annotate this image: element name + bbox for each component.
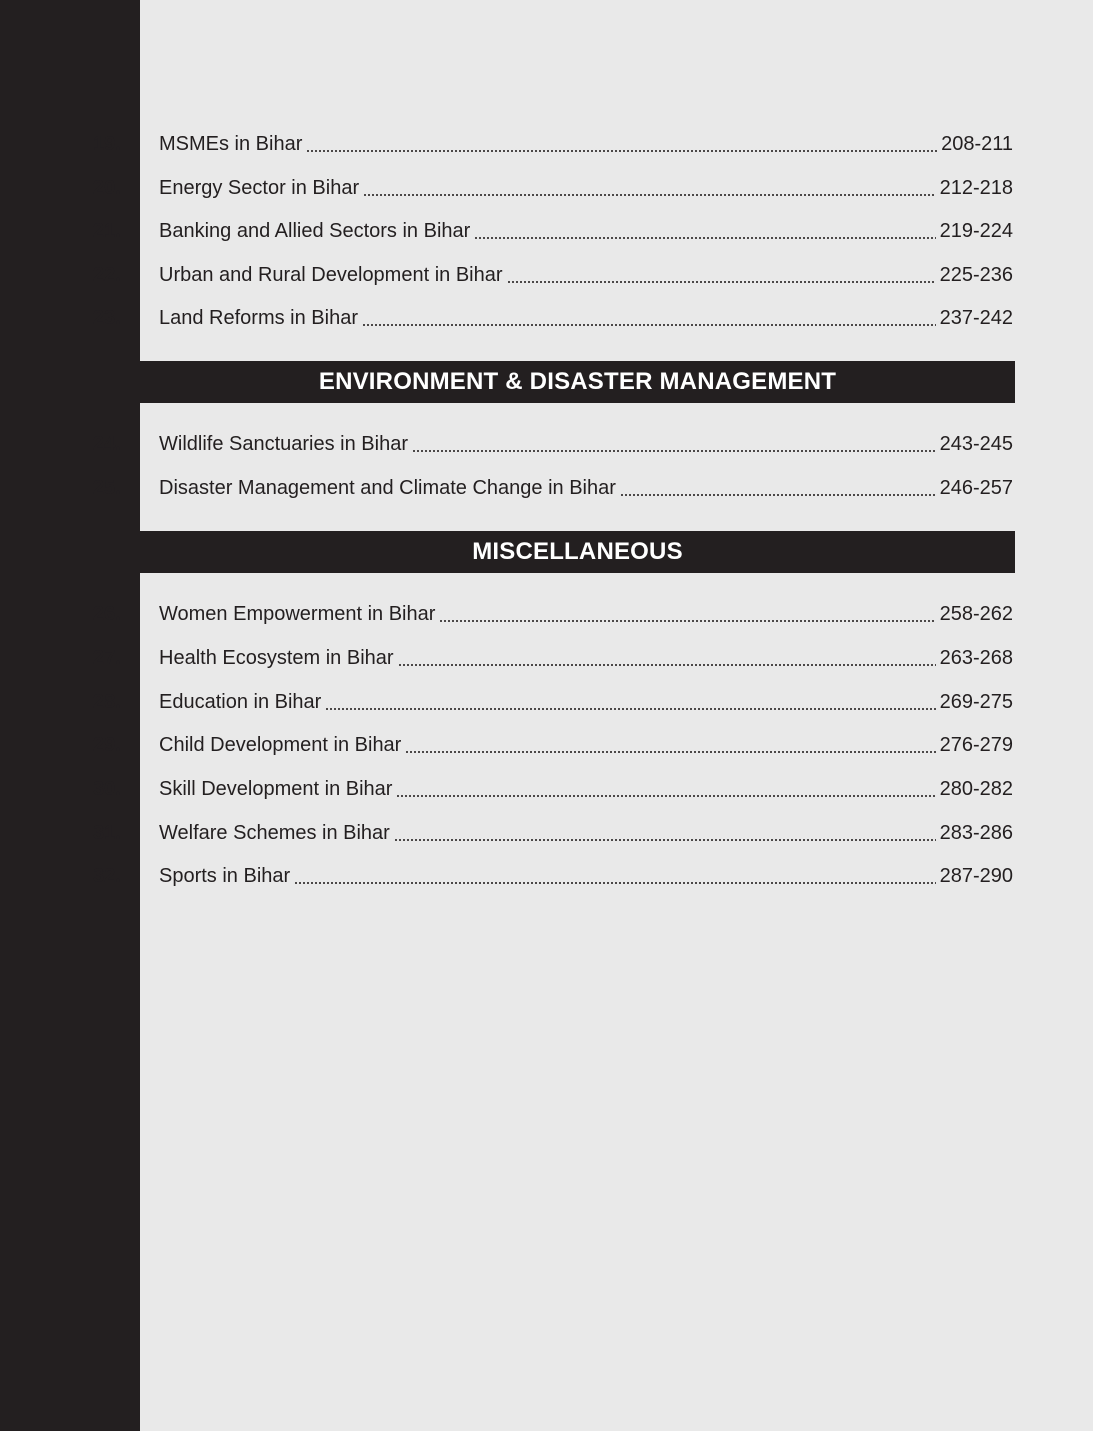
dot-leader <box>439 620 935 622</box>
toc-title: Health Ecosystem in Bihar <box>159 646 394 669</box>
toc-row[interactable] <box>0 730 1093 760</box>
toc-pages: 283-286 <box>939 821 1013 844</box>
toc-number: 31. <box>93 822 121 844</box>
toc-number: 25. <box>93 477 121 499</box>
dot-leader <box>398 664 936 666</box>
toc-number: 24. <box>93 433 121 455</box>
toc-pages: 212-218 <box>939 176 1013 199</box>
section-heading-environment: ENVIRONMENT & DISASTER MANAGEMENT <box>140 361 1015 403</box>
dot-leader <box>363 194 935 196</box>
toc-number: 22. <box>93 264 121 286</box>
toc-entry <box>159 473 1013 503</box>
toc-number: 20. <box>93 177 121 199</box>
toc-entry <box>159 643 1013 673</box>
toc-number: 30. <box>93 778 121 800</box>
toc-pages: 280-282 <box>939 777 1013 800</box>
section-heading-miscellaneous: MISCELLANEOUS <box>140 531 1015 573</box>
toc-entry <box>159 818 1013 848</box>
toc-number: 26. <box>93 603 121 625</box>
toc-row[interactable] <box>0 260 1093 290</box>
toc-row[interactable] <box>0 774 1093 804</box>
toc-title: Energy Sector in Bihar <box>159 176 360 199</box>
toc-pages: 276-279 <box>939 733 1013 756</box>
toc-row[interactable] <box>0 216 1093 246</box>
toc-entry <box>159 687 1013 717</box>
toc-title: Urban and Rural Development in Bihar <box>159 263 503 286</box>
toc-pages: 287-290 <box>939 864 1013 887</box>
dot-leader <box>394 839 936 841</box>
toc-entry <box>159 774 1013 804</box>
toc-title: Women Empowerment in Bihar <box>159 602 436 625</box>
toc-title: Child Development in Bihar <box>159 733 402 756</box>
dot-leader <box>620 494 936 496</box>
toc-number: 32. <box>93 865 121 887</box>
toc-entry <box>159 260 1013 290</box>
toc-entry <box>159 730 1013 760</box>
toc-pages: 237-242 <box>939 306 1013 329</box>
toc-row[interactable] <box>0 643 1093 673</box>
toc-title: Skill Development in Bihar <box>159 777 393 800</box>
toc-number: 28. <box>93 691 121 713</box>
toc-number: 23. <box>93 307 121 329</box>
toc-pages: 208-211 <box>941 132 1013 155</box>
toc-row[interactable] <box>0 861 1093 891</box>
toc-pages: 269-275 <box>939 690 1013 713</box>
dot-leader <box>306 150 937 152</box>
toc-title: Banking and Allied Sectors in Bihar <box>159 219 471 242</box>
toc-row[interactable] <box>0 173 1093 203</box>
dot-leader <box>507 281 936 283</box>
toc-pages: 258-262 <box>939 602 1013 625</box>
dot-leader <box>362 324 936 326</box>
dot-leader <box>405 751 935 753</box>
toc-pages: 243-245 <box>939 432 1013 455</box>
toc-title: Education in Bihar <box>159 690 322 713</box>
toc-entry <box>159 599 1013 629</box>
toc-entry <box>159 303 1013 333</box>
dot-leader <box>294 882 935 884</box>
toc-entry <box>159 216 1013 246</box>
toc-number: 19. <box>93 133 121 155</box>
dot-leader <box>412 450 936 452</box>
toc-row[interactable] <box>0 818 1093 848</box>
toc-entry <box>159 129 1013 159</box>
toc-entry <box>159 861 1013 891</box>
toc-title: Welfare Schemes in Bihar <box>159 821 390 844</box>
toc-title: Disaster Management and Climate Change in Bihar <box>159 476 616 499</box>
toc-row[interactable] <box>0 303 1093 333</box>
toc-pages: 246-257 <box>939 476 1013 499</box>
toc-entry <box>159 173 1013 203</box>
toc-title: Wildlife Sanctuaries in Bihar <box>159 432 408 455</box>
toc-row[interactable] <box>0 473 1093 503</box>
dot-leader <box>474 237 935 239</box>
toc-number: 29. <box>93 734 121 756</box>
toc-row[interactable] <box>0 687 1093 717</box>
toc-pages: 219-224 <box>939 219 1013 242</box>
toc-row[interactable] <box>0 129 1093 159</box>
toc-pages: 225-236 <box>939 263 1013 286</box>
toc-row[interactable] <box>0 599 1093 629</box>
toc-title: Land Reforms in Bihar <box>159 306 358 329</box>
toc-pages: 263-268 <box>939 646 1013 669</box>
toc-title: MSMEs in Bihar <box>159 132 303 155</box>
toc-row[interactable] <box>0 429 1093 459</box>
toc-entry <box>159 429 1013 459</box>
dot-leader <box>396 795 935 797</box>
toc-number: 21. <box>93 220 121 242</box>
toc-title: Sports in Bihar <box>159 864 291 887</box>
dot-leader <box>325 708 935 710</box>
toc-number: 27. <box>93 647 121 669</box>
